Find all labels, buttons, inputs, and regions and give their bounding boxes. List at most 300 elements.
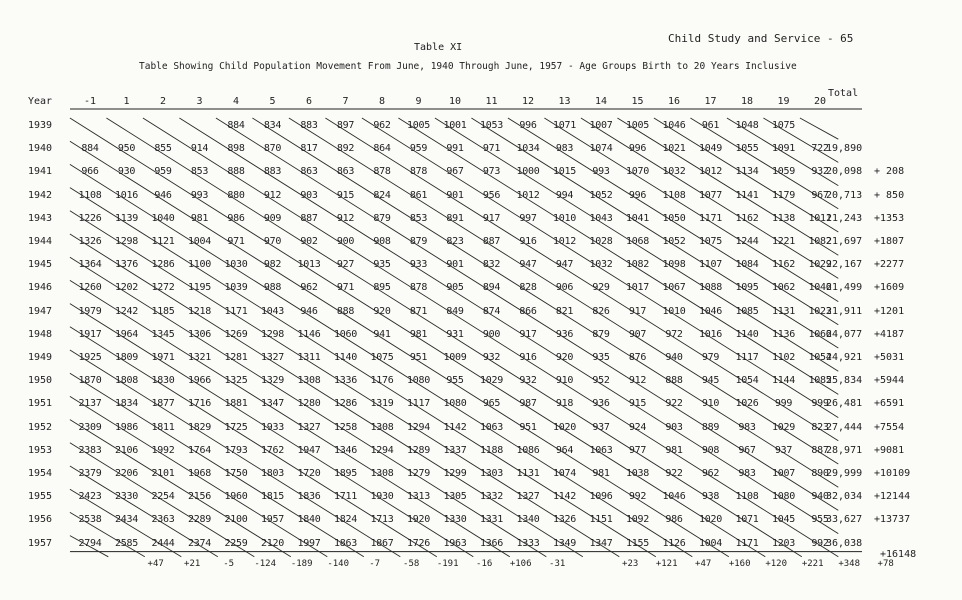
table-cell: 866 bbox=[519, 305, 537, 317]
table-cell: 1997 bbox=[297, 537, 321, 549]
table-cell: 927 bbox=[336, 259, 355, 271]
table-cell: 946 bbox=[300, 305, 318, 317]
table-cell: 905 bbox=[446, 282, 464, 294]
table-cell: 967 bbox=[738, 444, 756, 456]
table-cell: 907 bbox=[628, 328, 647, 340]
table-cell: 1060 bbox=[334, 328, 357, 340]
table-cell: 994 bbox=[555, 189, 574, 201]
table-cell: 917 bbox=[482, 212, 501, 224]
table-cell: 1347 bbox=[261, 398, 284, 410]
table-cell: 935 bbox=[373, 259, 391, 271]
row-increase: +1201 bbox=[874, 305, 905, 317]
row-total: 21,911 bbox=[826, 305, 863, 317]
table-cell: 981 bbox=[409, 328, 428, 340]
age-header: 8 bbox=[378, 96, 386, 107]
table-cell: 1070 bbox=[626, 166, 649, 178]
table-cell: 1963 bbox=[443, 537, 467, 549]
table-cell: 823 bbox=[811, 421, 829, 433]
table-cell: 1080 bbox=[772, 491, 795, 503]
change-cell: +348 bbox=[838, 558, 861, 569]
table-cell: 1010 bbox=[553, 212, 576, 224]
table-cell: 880 bbox=[227, 189, 245, 201]
table-cell: 1046 bbox=[662, 120, 686, 131]
table-cell: 1029 bbox=[480, 375, 503, 387]
table-cell: 1131 bbox=[516, 468, 540, 479]
table-cell: 1930 bbox=[370, 491, 394, 503]
table-cell: 1347 bbox=[589, 537, 613, 549]
change-cell: -189 bbox=[290, 558, 313, 569]
table-cell: 823 bbox=[446, 236, 464, 247]
table-cell: 849 bbox=[446, 305, 464, 317]
table-cell: 1877 bbox=[151, 398, 175, 410]
table-cell: 967 bbox=[446, 166, 464, 178]
table-cell: 1327 bbox=[261, 352, 284, 363]
row-total: 22,167 bbox=[826, 259, 863, 271]
table-cell: 1050 bbox=[662, 212, 686, 224]
age-header: 18 bbox=[740, 96, 754, 107]
year-label: 1943 bbox=[28, 212, 53, 224]
table-cell: 884 bbox=[227, 120, 245, 131]
table-cell: 1188 bbox=[480, 444, 503, 456]
change-cell: -7 bbox=[369, 558, 381, 569]
table-cell: 929 bbox=[592, 282, 610, 294]
table-cell: 1092 bbox=[626, 514, 649, 526]
table-cell: 1326 bbox=[78, 236, 102, 247]
year-label: 1952 bbox=[28, 421, 53, 433]
table-cell: 892 bbox=[336, 143, 355, 155]
table-cell: 938 bbox=[701, 491, 720, 503]
row-increase: +7554 bbox=[874, 421, 905, 433]
table-cell: 1034 bbox=[516, 143, 540, 155]
table-cell: 1102 bbox=[772, 352, 795, 363]
table-cell: 883 bbox=[300, 120, 318, 131]
table-cell: 971 bbox=[336, 282, 355, 294]
table-cell: 914 bbox=[190, 143, 209, 155]
table-cell: 1346 bbox=[334, 444, 357, 456]
table-cell: 894 bbox=[482, 282, 501, 294]
table-cell: 966 bbox=[81, 166, 99, 178]
table-cell: 1298 bbox=[115, 236, 138, 247]
row-total: 33,627 bbox=[826, 514, 863, 526]
age-header: -1 bbox=[83, 96, 97, 107]
table-cell: 997 bbox=[519, 212, 537, 224]
change-cell: -124 bbox=[254, 558, 277, 569]
table-cell: 1032 bbox=[589, 259, 613, 271]
change-cell: +120 bbox=[765, 558, 788, 569]
table-cell: 1971 bbox=[151, 352, 175, 363]
age-header: 6 bbox=[305, 96, 313, 107]
table-cell: 922 bbox=[665, 468, 683, 479]
table-cell: 979 bbox=[701, 352, 720, 363]
table-cell: 986 bbox=[665, 514, 683, 526]
table-cell: 1005 bbox=[407, 120, 430, 131]
table-cell: 983 bbox=[555, 143, 574, 155]
table-cell: 1294 bbox=[370, 444, 394, 456]
table-cell: 1040 bbox=[151, 212, 175, 224]
table-cell: 901 bbox=[446, 259, 464, 271]
row-total: 26,481 bbox=[826, 398, 863, 410]
table-cell: 1179 bbox=[772, 189, 795, 201]
table-cell: 1071 bbox=[553, 120, 576, 131]
age-header: 4 bbox=[232, 96, 240, 107]
table-cell: 1171 bbox=[735, 537, 759, 549]
table-cell: 1716 bbox=[188, 398, 211, 410]
table-cell: 2106 bbox=[115, 444, 138, 456]
table-cell: 1017 bbox=[626, 282, 649, 294]
table-cell: 2434 bbox=[115, 514, 138, 526]
table-cell: 996 bbox=[628, 143, 647, 155]
table-cell: 971 bbox=[482, 143, 501, 155]
table-cell: 1286 bbox=[334, 398, 357, 410]
table-cell: 1920 bbox=[407, 514, 430, 526]
table-cell: 1039 bbox=[224, 282, 248, 294]
table-cell: 1867 bbox=[370, 537, 394, 549]
table-cell: 1028 bbox=[589, 236, 613, 247]
table-cell: 965 bbox=[482, 398, 501, 410]
table-cell: 1142 bbox=[553, 491, 576, 503]
table-cell: 1986 bbox=[115, 421, 138, 433]
table-cell: 986 bbox=[227, 212, 245, 224]
table-cell: 1750 bbox=[224, 468, 248, 479]
table-cell: 1016 bbox=[699, 328, 722, 340]
row-increase: +6591 bbox=[874, 398, 905, 410]
table-cell: 1004 bbox=[699, 537, 722, 549]
table-cell: 1326 bbox=[553, 514, 576, 526]
table-cell: 1992 bbox=[151, 444, 175, 456]
table-cell: 1151 bbox=[589, 514, 613, 526]
age-header: 9 bbox=[415, 96, 422, 107]
table-cell: 1020 bbox=[699, 514, 722, 526]
table-cell: 1088 bbox=[699, 282, 722, 294]
table-cell: 1038 bbox=[626, 468, 649, 479]
table-cell: 920 bbox=[555, 352, 574, 363]
table-cell: 937 bbox=[592, 421, 610, 433]
table-cell: 932 bbox=[811, 166, 829, 178]
table-cell: 906 bbox=[555, 282, 574, 294]
row-total: 20,098 bbox=[826, 166, 863, 178]
table-cell: 912 bbox=[263, 189, 282, 201]
table-cell: 890 bbox=[811, 468, 829, 479]
age-header: 11 bbox=[485, 96, 498, 107]
change-cell: +78 bbox=[877, 558, 894, 569]
table-cell: 1793 bbox=[224, 444, 248, 456]
table-cell: 1012 bbox=[516, 189, 540, 201]
table-cell: 884 bbox=[81, 143, 99, 155]
row-total: 20,713 bbox=[826, 189, 863, 201]
table-cell: 1337 bbox=[443, 444, 467, 456]
change-cell: +23 bbox=[622, 558, 639, 569]
change-cell: +106 bbox=[509, 558, 532, 569]
table-cell: 946 bbox=[154, 189, 172, 201]
table-cell: 1272 bbox=[151, 282, 175, 294]
table-cell: 959 bbox=[154, 166, 172, 178]
table-cell: 918 bbox=[555, 398, 574, 410]
table-cell: 2444 bbox=[151, 537, 175, 549]
table-cell: 1084 bbox=[735, 259, 759, 271]
change-cell: -16 bbox=[476, 558, 493, 569]
table-cell: 1162 bbox=[772, 259, 795, 271]
table-cell: 1012 bbox=[699, 166, 722, 178]
table-cell: 2330 bbox=[115, 491, 138, 503]
row-total: 32,034 bbox=[826, 491, 863, 503]
table-cell: 922 bbox=[665, 398, 683, 410]
table-cell: 878 bbox=[373, 166, 391, 178]
table-cell: 962 bbox=[373, 120, 391, 131]
table-cell: 1082 bbox=[808, 236, 832, 247]
table-cell: 1071 bbox=[735, 514, 759, 526]
table-cell: 1117 bbox=[407, 398, 430, 410]
table-cell: 855 bbox=[154, 143, 172, 155]
table-cell: 1004 bbox=[188, 236, 211, 247]
table-cell: 1077 bbox=[699, 189, 722, 201]
table-cell: 2538 bbox=[78, 514, 102, 526]
row-total: 21,243 bbox=[826, 212, 863, 224]
table-cell: 924 bbox=[628, 421, 647, 433]
table-cell: 2156 bbox=[188, 491, 211, 503]
table-cell: 1725 bbox=[224, 421, 248, 433]
table-cell: 1808 bbox=[115, 375, 138, 387]
table-cell: 1308 bbox=[370, 421, 394, 433]
table-cell: 834 bbox=[263, 120, 282, 131]
table-cell: 1947 bbox=[297, 444, 321, 456]
row-increase: +2277 bbox=[874, 259, 905, 271]
table-cell: 722 bbox=[811, 143, 829, 155]
row-increase: + 850 bbox=[874, 189, 905, 201]
table-cell: 891 bbox=[446, 212, 464, 224]
table-cell: 870 bbox=[263, 143, 282, 155]
table-cell: 1138 bbox=[772, 212, 795, 224]
table-cell: 916 bbox=[519, 352, 537, 363]
table-cell: 1840 bbox=[297, 514, 321, 526]
row-total: 21,499 bbox=[826, 282, 863, 294]
table-cell: 1171 bbox=[224, 305, 248, 317]
table-cell: 1098 bbox=[662, 259, 686, 271]
table-cell: 1269 bbox=[224, 328, 248, 340]
table-cell: 1052 bbox=[662, 236, 686, 247]
table-cell: 2206 bbox=[115, 468, 138, 479]
table-cell: 1096 bbox=[589, 491, 613, 503]
table-cell: 1298 bbox=[261, 328, 284, 340]
table-cell: 982 bbox=[263, 259, 282, 271]
table-number-label: Table XI bbox=[414, 42, 463, 53]
year-label: 1954 bbox=[28, 468, 53, 479]
change-cell: -140 bbox=[327, 558, 350, 569]
table-cell: 1329 bbox=[261, 375, 284, 387]
age-header: 14 bbox=[594, 96, 608, 107]
table-cell: 952 bbox=[592, 375, 610, 387]
table-cell: 959 bbox=[409, 143, 428, 155]
table-cell: 1331 bbox=[480, 514, 503, 526]
table-cell: 1286 bbox=[151, 259, 175, 271]
table-cell: 1140 bbox=[735, 328, 759, 340]
table-cell: 940 bbox=[665, 352, 683, 363]
table-cell: 1327 bbox=[297, 421, 321, 433]
table-cell: 888 bbox=[336, 305, 355, 317]
table-cell: 888 bbox=[227, 166, 245, 178]
table-cell: 993 bbox=[592, 166, 610, 178]
row-increase: +1807 bbox=[874, 236, 905, 247]
age-header: 3 bbox=[196, 96, 203, 107]
table-cell: 1815 bbox=[261, 491, 284, 503]
table-cell: 1280 bbox=[297, 398, 321, 410]
table-cell: 874 bbox=[482, 305, 501, 317]
table-cell: 915 bbox=[628, 398, 647, 410]
table-cell: 1809 bbox=[115, 352, 138, 363]
change-cell: -191 bbox=[436, 558, 459, 569]
table-cell: 1055 bbox=[735, 143, 759, 155]
table-cell: 826 bbox=[592, 305, 610, 317]
table-cell: 964 bbox=[555, 444, 574, 456]
age-header: 12 bbox=[521, 96, 535, 107]
table-cell: 935 bbox=[592, 352, 610, 363]
table-cell: 1925 bbox=[78, 352, 102, 363]
year-label: 1940 bbox=[28, 143, 53, 155]
year-label: 1945 bbox=[28, 259, 53, 271]
table-cell: 1762 bbox=[261, 444, 284, 456]
table-cell: 832 bbox=[482, 259, 501, 271]
table-cell: 1964 bbox=[115, 328, 138, 340]
table-cell: 908 bbox=[373, 236, 391, 247]
table-cell: 888 bbox=[665, 375, 683, 387]
table-cell: 1010 bbox=[662, 305, 686, 317]
change-cell: +47 bbox=[695, 558, 712, 569]
table-cell: 1803 bbox=[261, 468, 284, 479]
table-cell: 2374 bbox=[188, 537, 211, 549]
table-cell: 1242 bbox=[115, 305, 138, 317]
total-header: Total bbox=[828, 88, 859, 99]
age-header: 15 bbox=[631, 96, 644, 107]
change-cell: +47 bbox=[147, 558, 164, 569]
table-cell: 1117 bbox=[735, 352, 759, 363]
table-cell: 955 bbox=[811, 514, 829, 526]
table-cell: 853 bbox=[409, 212, 428, 224]
table-cell: 887 bbox=[482, 236, 501, 247]
table-cell: 1108 bbox=[735, 491, 759, 503]
table-cell: 909 bbox=[263, 212, 282, 224]
row-total: 24,921 bbox=[826, 352, 863, 363]
table-cell: 1311 bbox=[297, 352, 321, 363]
table-cell: 1011 bbox=[808, 212, 832, 224]
table-cell: 947 bbox=[555, 259, 574, 271]
row-increase: +13737 bbox=[874, 514, 911, 526]
table-cell: 1226 bbox=[78, 212, 102, 224]
table-cell: 1366 bbox=[480, 537, 503, 549]
table-cell: 887 bbox=[300, 212, 318, 224]
table-cell: 1176 bbox=[370, 375, 394, 387]
change-cell: -31 bbox=[549, 558, 566, 569]
table-cell: 961 bbox=[701, 120, 720, 131]
table-cell: 1107 bbox=[699, 259, 722, 271]
table-cell: 1881 bbox=[224, 398, 248, 410]
table-cell: 863 bbox=[336, 166, 355, 178]
year-label: 1957 bbox=[28, 537, 53, 549]
table-cell: 1349 bbox=[553, 537, 576, 549]
table-cell: 2137 bbox=[78, 398, 102, 410]
table-cell: 1062 bbox=[772, 282, 795, 294]
age-header: 16 bbox=[667, 96, 681, 107]
row-increase: +5031 bbox=[874, 352, 905, 363]
table-cell: 988 bbox=[263, 282, 282, 294]
table-cell: 828 bbox=[519, 282, 537, 294]
table-cell: 1001 bbox=[443, 120, 467, 131]
table-cell: 1075 bbox=[699, 236, 722, 247]
table-cell: 897 bbox=[336, 120, 355, 131]
age-header: 19 bbox=[777, 96, 790, 107]
table-cell: 1711 bbox=[334, 491, 357, 503]
table-cell: 910 bbox=[555, 375, 574, 387]
cohort-line bbox=[325, 118, 838, 441]
table-cell: 1045 bbox=[772, 514, 795, 526]
table-cell: 1336 bbox=[334, 375, 357, 387]
cohort-line bbox=[70, 234, 583, 557]
table-cell: 889 bbox=[701, 421, 720, 433]
year-label: 1942 bbox=[28, 189, 53, 201]
cohort-line bbox=[800, 118, 838, 139]
year-label: 1951 bbox=[28, 398, 53, 410]
change-cell: +121 bbox=[655, 558, 678, 569]
table-cell: 1091 bbox=[772, 143, 795, 155]
year-label: 1947 bbox=[28, 305, 53, 317]
table-cell: 1080 bbox=[407, 375, 430, 387]
table-cell: 1041 bbox=[626, 212, 649, 224]
table-cell: 1005 bbox=[626, 120, 649, 131]
table-cell: 1155 bbox=[626, 537, 649, 549]
table-cell: 951 bbox=[519, 421, 537, 433]
table-cell: 900 bbox=[336, 236, 355, 247]
table-cell: 1726 bbox=[407, 537, 430, 549]
table-cell: 967 bbox=[811, 189, 829, 201]
table-cell: 1321 bbox=[188, 352, 211, 363]
table-cell: 1221 bbox=[772, 236, 795, 247]
table-cell: 883 bbox=[263, 166, 282, 178]
table-cell: 916 bbox=[519, 236, 537, 247]
row-increase: +1353 bbox=[874, 212, 905, 224]
table-cell: 971 bbox=[227, 236, 245, 247]
year-label: 1955 bbox=[28, 491, 53, 503]
table-cell: 1244 bbox=[735, 236, 759, 247]
table-cell: 941 bbox=[373, 328, 391, 340]
age-header: 17 bbox=[704, 96, 717, 107]
change-cell: -58 bbox=[403, 558, 420, 569]
table-cell: 1303 bbox=[480, 468, 503, 479]
row-increase: +1609 bbox=[874, 282, 905, 294]
table-cell: 2423 bbox=[78, 491, 102, 503]
table-cell: 1074 bbox=[589, 143, 613, 155]
table-cell: 1023 bbox=[808, 305, 832, 317]
table-cell: 1015 bbox=[553, 166, 576, 178]
table-title: Table Showing Child Population Movement From June, 1940 Through June, 1957 - Age Groups Birth to 20 Years Inclusive bbox=[139, 61, 797, 72]
table-cell: 1313 bbox=[407, 491, 430, 503]
table-cell: 2585 bbox=[115, 537, 138, 549]
table-cell: 936 bbox=[555, 328, 574, 340]
table-cell: 1139 bbox=[115, 212, 138, 224]
table-cell: 920 bbox=[373, 305, 391, 317]
table-cell: 1016 bbox=[115, 189, 138, 201]
table-cell: 1082 bbox=[626, 259, 649, 271]
table-cell: 1126 bbox=[662, 537, 686, 549]
table-cell: 1917 bbox=[78, 328, 102, 340]
table-cell: 863 bbox=[300, 166, 318, 178]
table-cell: 853 bbox=[190, 166, 209, 178]
table-cell: 1032 bbox=[662, 166, 686, 178]
table-cell: 1100 bbox=[188, 259, 211, 271]
table-cell: 1053 bbox=[480, 120, 503, 131]
table-cell: 955 bbox=[446, 375, 464, 387]
age-header: 2 bbox=[159, 96, 167, 107]
row-total: 28,971 bbox=[826, 444, 863, 456]
table-cell: 2379 bbox=[78, 468, 102, 479]
table-cell: 1080 bbox=[443, 398, 467, 410]
